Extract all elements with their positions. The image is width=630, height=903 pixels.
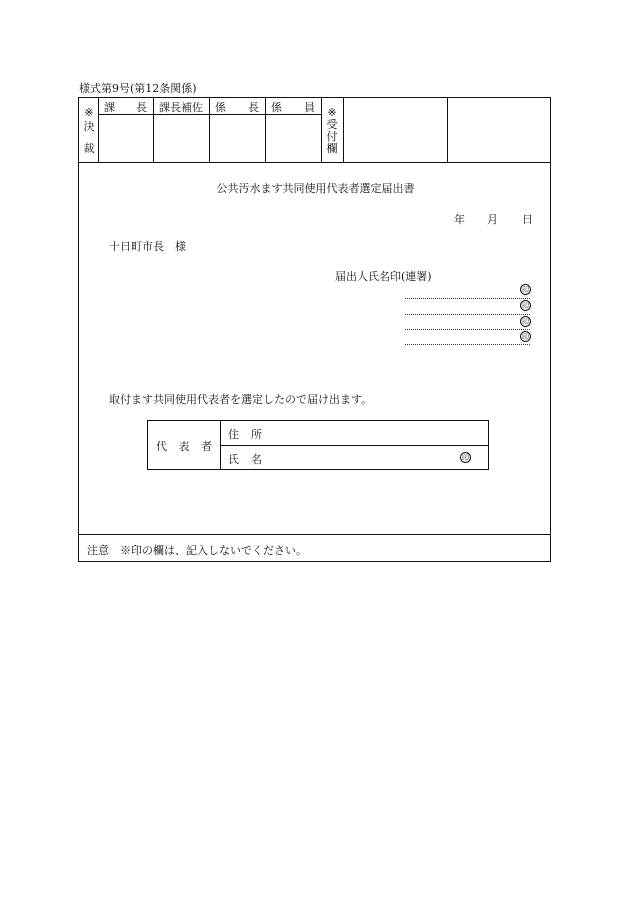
form-code: 様式第9号(第12条関係) (79, 82, 197, 95)
form-frame (78, 97, 551, 562)
name-label (228, 451, 262, 467)
signature-line-1 (405, 298, 530, 299)
document-title: 公共汚水ます共同使用代表者選定届出書 (216, 182, 415, 195)
signature-line-3 (405, 329, 530, 330)
seal-icon: 印 (522, 302, 529, 310)
reception-char-2: 付 (326, 130, 338, 143)
date-month: 月 (487, 213, 498, 226)
decision-char-1: 決 (83, 120, 95, 133)
approval-box (79, 98, 550, 162)
date-year: 年 (454, 213, 465, 226)
reception-mark: ※ (327, 106, 337, 119)
col-header-subsection-chief-1: 係 (215, 101, 226, 114)
representative-char-1: 代 (156, 440, 167, 453)
col-header-subsection-chief (209, 99, 265, 114)
representative-table (147, 420, 489, 470)
col-header-subsection-chief-2: 長 (248, 101, 259, 114)
seal-icon: 印 (462, 454, 469, 462)
decision-label (82, 107, 96, 155)
name-char-1: 氏 (228, 453, 239, 466)
representative-label (148, 438, 220, 454)
col-header-staff (265, 99, 321, 114)
reception-char-3: 欄 (326, 142, 338, 155)
address-label (228, 426, 262, 442)
col-header-section-chief-1: 課 (104, 101, 115, 114)
reception-char-1: 受 (326, 118, 338, 131)
col-header-section-chief-2: 長 (136, 101, 147, 114)
signature-line-2 (405, 314, 530, 315)
col-header-section-chief (98, 99, 153, 114)
body-text: 取付ます共同使用代表者を選定したので届け出ます。 (109, 393, 373, 406)
date-day: 日 (522, 213, 533, 226)
col-header-deputy-chief (153, 99, 209, 114)
representative-char-3: 者 (201, 440, 212, 453)
col-header-deputy-chief-label: 課長補佐 (159, 101, 203, 114)
col-header-staff-1: 係 (271, 101, 282, 114)
seal-icon: 印 (522, 286, 529, 294)
name-char-2: 名 (251, 453, 262, 466)
note-text: 注意 ※印の欄は、記入しないでください。 (87, 544, 307, 557)
signature-line-4 (405, 344, 530, 345)
address-char-2: 所 (251, 428, 262, 441)
col-header-staff-2: 員 (304, 101, 315, 114)
decision-char-2: 裁 (83, 142, 95, 155)
seal-icon: 印 (522, 318, 529, 326)
seal-icon: 印 (522, 333, 529, 341)
addressee: 十日町市長 様 (109, 240, 186, 253)
reception-label (325, 107, 339, 155)
representative-char-2: 表 (178, 440, 190, 453)
decision-mark: ※ (84, 106, 94, 119)
notifier-label: 届出人氏名印(連署) (335, 270, 432, 283)
address-char-1: 住 (228, 428, 239, 441)
